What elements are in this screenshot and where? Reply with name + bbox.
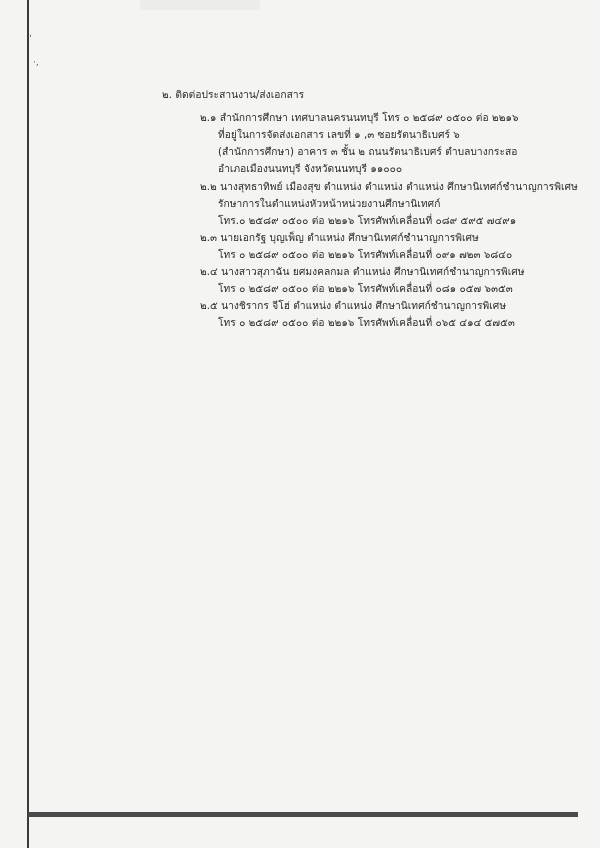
item-line: (สำนักการศึกษา) อาคาร ๓ ชั้น ๒ ถนนรัตนาธิเบศร์ ตำบลบางกระสอ [218,147,518,158]
item-line: อำเภอเมืองนนทบุรี จังหวัดนนทบุรี ๑๑๐๐๐ [218,164,403,175]
scan-top-speck [140,0,260,10]
item-line: ๒.๒ นางสุทธาทิพย์ เมืองสุข ตำแหน่ง ตำแหน่ง ตำแหน่ง ศึกษานิเทศก์ชำนาญการพิเศษ [200,182,578,193]
item-line: โทร ๐ ๒๕๘๙ ๐๕๐๐ ต่อ ๒๒๑๖ โทรศัพท์เคลื่อนที่ ๐๘๑ ๐๕๗ ๖๓๕๓ [218,284,513,295]
margin-mark: ·, [33,58,39,68]
item-line: ๒.๕ นางชิรากร จีโฮ่ ตำแหน่ง ตำแหน่ง ศึกษานิเทศก์ชำนาญการพิเศษ [200,301,507,312]
item-line: ๒.๑ สำนักการศึกษา เทศบาลนครนนทบุรี โทร ๐ ๒๕๘๙ ๐๕๐๐ ต่อ ๒๒๑๖ [200,113,519,124]
scan-left-edge [27,0,29,848]
section-heading: ๒. ติดต่อประสานงาน/ส่งเอกสาร [162,90,305,101]
margin-mark: ‚ [29,29,32,39]
item-line: โทร ๐ ๒๕๘๙ ๐๕๐๐ ต่อ ๒๒๑๖ โทรศัพท์เคลื่อนที่ ๐๙๑ ๗๒๓ ๖๘๔๐ [218,250,513,261]
item-line: ๒.๓ นายเอกรัฐ บุญเพ็ญ ตำแหน่ง ศึกษานิเทศก์ชำนาญการพิเศษ [200,233,479,244]
item-line: โทร ๐ ๒๕๘๙ ๐๕๐๐ ต่อ ๒๒๑๖ โทรศัพท์เคลื่อนที่ ๐๖๕ ๔๑๔ ๕๗๕๓ [218,318,515,329]
item-line: รักษาการในตำแหน่งหัวหน้าหน่วยงานศึกษานิเทศก์ [218,199,441,210]
item-line: ๒.๔ นางสาวสุภาฉัน ยศมงคลกมล ตำแหน่ง ศึกษานิเทศก์ชำนาญการพิเศษ [200,267,525,278]
item-line: โทร.๐ ๒๕๘๙ ๐๕๐๐ ต่อ ๒๒๑๖ โทรศัพท์เคลื่อนที่ ๐๘๙ ๕๙๕ ๗๔๙๑ [218,216,517,227]
item-line: ที่อยู่ในการจัดส่งเอกสาร เลขที่ ๑ ,๓ ซอยรัตนาธิเบศร์ ๖ [218,130,460,141]
scan-bottom-rule [28,812,578,817]
